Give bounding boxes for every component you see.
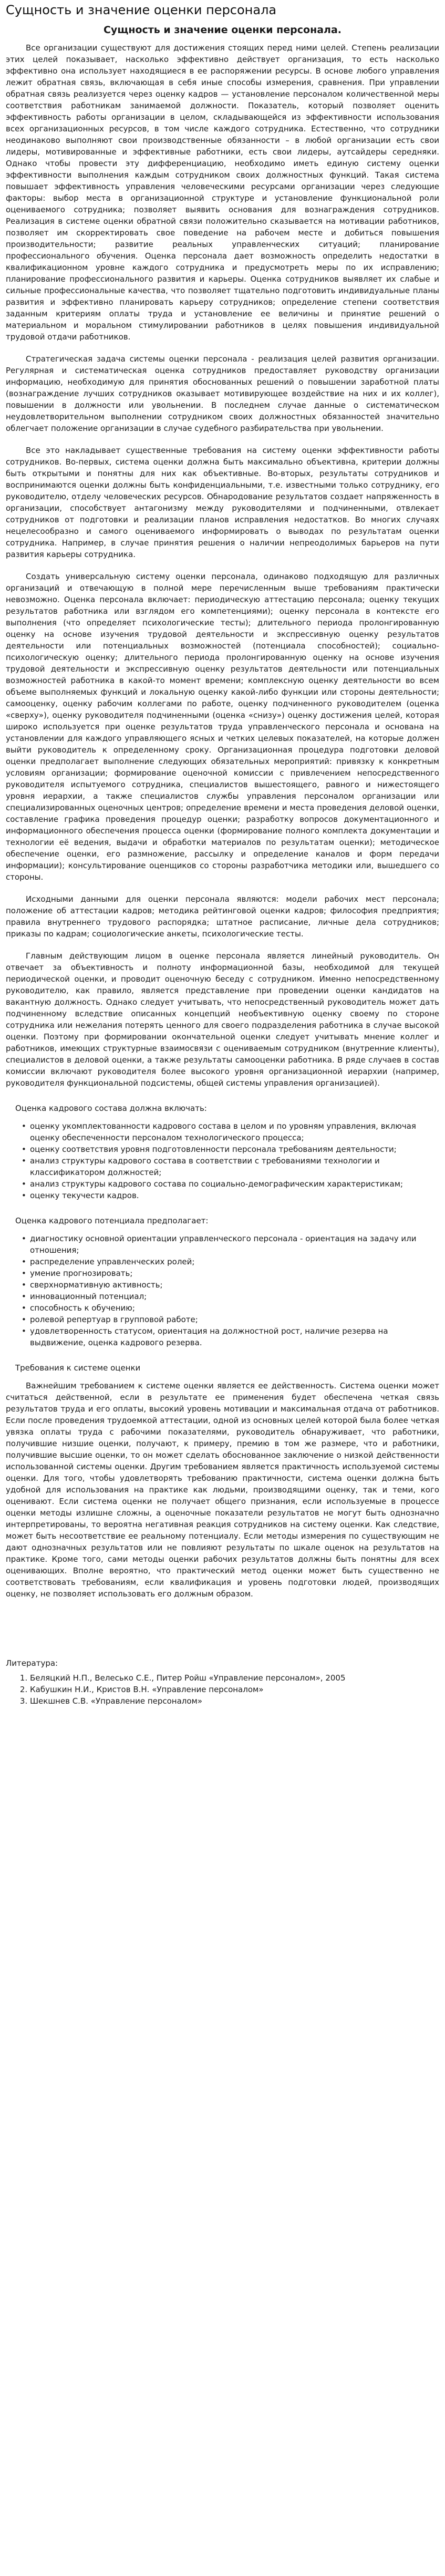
bullet-list: [6, 1233, 439, 1348]
literature-heading: Литература:: [6, 1658, 58, 1668]
literature-section: [6, 1657, 439, 1707]
bullet-list: [6, 1120, 439, 1201]
paragraph: Все организации существуют для достижения стоящих перед ними целей. Степень реализации этих целей показывает, насколько эффективно действует организация, то есть насколько эффективно она использует находящиеся в ее распоряжении ресурсы. В основе любого управления лежит обратная связь, включающая в себя иные способы измерения, сравнения. При управлении обратная связь реализуется через оценку кадров — установление персоналом количественной меры соответствия работникам занимаемой должности. Показатель, который позволяет оценить эффективность работы организации в целом, складывающейся из эффективности использования всех организационных ресурсов, в том числе каждого сотрудника. Естественно, что сотрудники неодинаково выполняют свои производственные обязанности – в любой организации есть свои лидеры, мотивированные и эффективные работники, есть свои лидеры, аутсайдеры середняки. Однако чтобы провести эту дифференциацию, необходимо иметь единую систему оценки эффективности выполнения каждым сотрудником своих должностных функций. Такая система повышает эффективность управления человеческими ресурсами организации через следующие факторы: выбор места в организационной структуре и установление функциональной роли оцениваемого сотрудника; позволяет выявить основания для вознаграждения сотрудников. Реализация в системе оценки обратной связи положительно сказывается на мотивации работников, позволяет им скорректировать свое поведение на рабочем месте и добиться повышения производительности; развитие реальных управленческих ситуаций; планирование профессионального обучения. Оценка персонала дает возможность определить недостатки в квалификационном уровне каждого сотрудника и предусмотреть меры по их исправлению; планирование профессионального развития и карьеры. Оценка сотрудников выявляет их слабые и сильные профессиональные качества, что позволяет тщательно подготовить индивидуальные планы развития и эффективно планировать карьеру сотрудников; определение степени соответствия заданным критериям оплаты труда и установление ее величины и принятие решений о материальном и моральном стимулировании работников в целях повышения индивидуальной трудовой отдачи работников.: [6, 43, 439, 342]
list-item: • диагностику основной ориентации управленческого персонала - ориентация на задачу или отношения;: [30, 1233, 439, 1256]
paragraph: Стратегическая задача системы оценки персонала - реализация целей развития организации. Регулярная и систематическая оценка сотрудников предоставляет руководству организации информацию, необходимую для принятия обоснованных решений о повышении заработной платы (вознаграждение лучших сотрудников оказывает мотивирующее воздействие на них и их коллег), повышении в должности или увольнении. В последнем случае данные о систематическом неудовлетворительном выполнении сотрудником своих должностных обязанностей значительно облегчает положение организации в случае судебного разбирательства при увольнении.: [6, 354, 439, 433]
literature-item: 2. Кабушкин Н.И., Кристов В.Н. «Управление персоналом»: [30, 1684, 439, 1695]
list-item: • анализ структуры кадрового состава по социально-демографическим характеристикам;: [30, 1178, 439, 1190]
list-item: • способность к обучению;: [30, 1302, 439, 1314]
literature-list: [6, 1672, 439, 1707]
literature-item: 3. Шекшнев С.В. «Управление персоналом»: [30, 1695, 439, 1707]
list-heading: Оценка кадрового состава должна включать:: [15, 1104, 207, 1113]
page-title: Сущность и значение оценки персонала: [6, 3, 277, 17]
section-heading: Требования к системе оценки: [15, 1363, 141, 1373]
list-item: • сверхнормативную активность;: [30, 1279, 439, 1291]
list-item: • оценку укомплектованности кадрового состава в целом и по уровням управления, включая оценку обеспеченности персоналом технологического процесса;: [30, 1120, 439, 1143]
literature-item: 1. Беляцкий Н.П., Велесько С.Е., Питер Ройш «Управление персоналом», 2005: [30, 1672, 439, 1684]
paragraph: Важнейшим требованием к системе оценки является ее действенность. Система оценки может считаться действенной, если в результате ее применения будет обеспечена четкая связь результатов труда и его оплаты, высокий уровень мотивации и максимальная отдача от работников. Если после проведения трудоемкой аттестации, одной из основных целей которой была более четкая увязка оплаты труда с рабочими показателями, руководитель обнаруживает, что работники, получившие низшие оценки, получают, к примеру, премию в том же размере, что и работники, получившие высшие оценки, то он может сделать обоснованное заключение о низкой действенности использованной системы оценки. Другим требованием является практичность используемой системы оценки. Для того, чтобы удовлетворять требованию практичности, система оценки должна быть удобной для использования на практике как людьми, производящими оценку, так и теми, кого оценивают. Если система оценки не получает общего признания, если используемые в процессе оценки методы излишне сложны, а оценочные показатели результатов не могут быть однозначно интерпретированы, то вероятна негативная реакция сотрудников на систему оценки. Как следствие, может быть несоответствие ее реальному потенциалу. Если методы измерения по существующим не дают однозначных результатов или не повлияют результаты по шкале оценок на результатов на практике. Кроме того, сами методы оценки рабочих результатов должны быть понятны для всех оценивающих. Вполне вероятно, что практический метод оценки может быть существенно не соответствовать требованиям, если квалификация и уровень подготовки людей, производящих оценку, не позволяет использовать его должным образом.: [6, 1381, 439, 1599]
document-title: Сущность и значение оценки персонала.: [103, 24, 341, 36]
list-item: • инновационный потенциал;: [30, 1291, 439, 1302]
list-heading: Оценка кадрового потенциала предполагает:: [15, 1216, 209, 1225]
paragraph: Главным действующим лицом в оценке персонала является линейный руководитель. Он отвечает за объективность и полноту информационной базы, необходимой для текущей периодической оценки, и проводит оценочную беседу с сотрудником. Именно непосредственному руководителю, как правило, является представление при проведении оценки кандидатов на вакантную должность. Однако следует учитывать, что непосредственный руководитель может дать подчиненному вследствие описанных концепций необъективную оценку своему по стороне сотрудника или нежелания потерять ценного для своего подразделения работника в случае высокой оценки. Поэтому при формировании окончательной оценки следует учитывать мнение коллег и работников, имеющих структурные взаимосвязи с оцениваемым сотрудником (внутренние клиенты), специалистов в деловой оценки, а также результаты самооценки работника. В ряде случаев в состав комиссии включают руководителя более высокого уровня организационной иерархии (например, руководителя функциональной подсистемы, общей системы управления организацией).: [6, 951, 439, 1088]
list-item: • распределение управленческих ролей;: [30, 1256, 439, 1268]
paragraph: Исходными данными для оценки персонала являются: модели рабочих мест персонала; положение об аттестации кадров; методика рейтинговой оценки кадров; философия предприятия; правила внутреннего трудового распорядка; штатное расписание, личные дела сотрудников; приказы по кадрам; социологические анкеты, психологические тесты.: [6, 894, 439, 939]
paragraph: Создать универсальную систему оценки персонала, одинаково подходящую для различных организаций и отвечающую в полной мере перечисленным выше требованиям практически невозможно. Оценка персонала включает: периодическую аттестацию персонала; оценку текущих результатов работника или взглядом его компетенциями); оценку персонала в контексте его выполнения (что определяет психологические тесты); длительного периода пролонгированную оценку на основе изучения трудовой деятельности и экспрессивную оценку результатов деятельности или потенциальных возможностей (потенциала способностей); социально-психологическую оценку; длительного периода пролонгированную оценку на основе изучения трудовой деятельности и экспрессивную оценку результатов деятельности или потенциальных возможностей работника в какой-то момент времени; комплексную оценку деятельности во всем объеме выполняемых функций и локальную оценку какой-либо функции или стороны деятельности; самооценку, оценку рабочим коллегами по работе, оценку подчиненного руководителем (оценка «сверху»), оценку руководителя подчиненными (оценка «снизу») оценку достижения целей, которая широко используется при оценке результатов труда управленческого персонала и основана на установлении для каждого управляющего ясных и четких целевых показателей, на которые должен выйти руководитель к определенному сроку. Организационная процедура подготовки деловой оценки предполагает выполнение следующих обязательных мероприятий: привязку к конкретным условиям организации; формирование оценочной комиссии с привлечением непосредственного руководителя испытуемого сотрудника, специалистов вышестоящего, равного и нижестоящего уровня иерархии, а также специалистов службы управления персоналом организации или специализированных оценочных центров; определение времени и места проведения деловой оценки, составление графика проведения процедур оценки; разработку вопросов документационного и информационного обеспечения процесса оценки (формирование полного комплекта документации и технологии её ведения, выдачи и обработки материалов по результатам оценки); методическое обеспечение оценки, его размножение, рассылку и определение каналов и форм передачи информации); консультирование оценщиков со стороны разработчика методики или, вышедшего со стороны.: [6, 572, 439, 882]
list-item: • ролевой репертуар в групповой работе;: [30, 1314, 439, 1325]
list-item: • анализ структуры кадрового состава в соответствии с требованиями технологии и классификатором должностей;: [30, 1155, 439, 1178]
list-item: • оценку соответствия уровня подготовленности персонала требованиям деятельности;: [30, 1143, 439, 1155]
document-body: [6, 23, 439, 1600]
list-item: • оценку текучести кадров.: [30, 1190, 439, 1201]
paragraph: Все это накладывает существенные требования на систему оценки эффективности работы сотрудников. Во-первых, система оценки должна быть максимально объективна, критерии должны быть открытыми и понятны для них как объективные. Во-вторых, результаты сотрудников и воспринимаются оценки должны быть конфиденциальными, т.е. известными только сотруднику, его руководителю, отделу человеческих ресурсов. Обнародование результатов создает напряженность в организации, способствует антагонизму между руководителями и подчиненными, отвлекает сотрудников от подготовки и реализации планов исправления недостатков. Во многих случаях нецелесообразно и самого оцениваемого информировать о выводах по результатам оценки сотрудника. Например, в случае принятия решения о наличии непреодолимых барьеров на пути развития карьеры сотрудника.: [6, 446, 439, 559]
list-item: • удовлетворенность статусом, ориентация на должностной рост, наличие резерва на выдвижение, оценка кадрового резерва.: [30, 1325, 439, 1348]
list-item: • умение прогнозировать;: [30, 1268, 439, 1279]
